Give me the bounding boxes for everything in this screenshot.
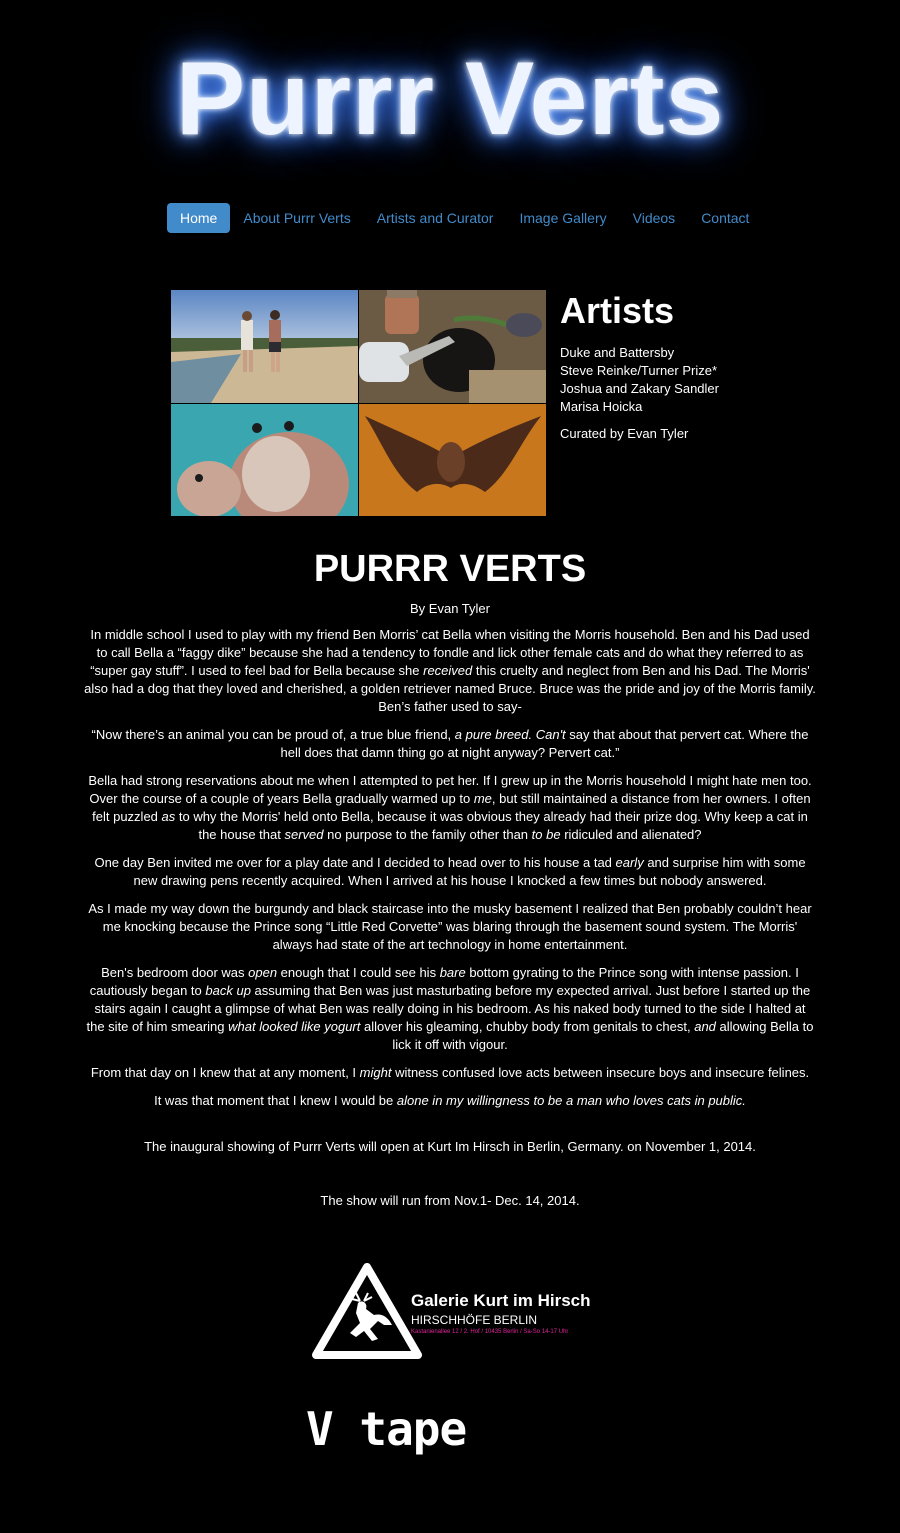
article-paragraph: It was that moment that I knew I would be alone in my willingness to be a man who loves cats in public. [154,1093,746,1108]
article-paragraph: As I made my way down the burgundy and black staircase into the musky basement I realized that Ben probably couldn’t hear me knocking because the Prince song “Little Red Corvette” was blaring through the basement sound system. The Morris' always had state of the art technology in home entertainment. [88,901,812,952]
main-nav [167,203,762,233]
article-paragraph: Bella had strong reservations about me when I attempted to pet her. If I grew up in the Morris household I might hate men too. Over the course of a couple of years Bella gradually warmed up to me, but still maintained a distance from her owners. I often felt puzzled as to why the Morris' held onto Bella, because it was obvious they already had their prize dog. Why keep a cat in the house that served no purpose to the family other than to be ridiculed and alienated? [88,773,812,842]
gallery-logo[interactable] [312,1263,602,1359]
deer-triangle-icon [312,1263,422,1359]
artists-heading: Artists [560,290,675,331]
vtape-logo[interactable]: V tape [306,1402,467,1456]
artist-name: Duke and Battersby [560,345,675,360]
article [84,548,816,1220]
article-paragraph: In middle school I used to play with my friend Ben Morris’ cat Bella when visiting the Morris household. Ben and his Dad used to call Bella a “faggy dike” because she had a tendency to fondle and lick other female cats and do what they referred to as “super gay stuff”. I used to feel bad for Bella because she received this cruelty and neglect from Ben and his Dad. The Morris' also had a dog that they loved and cherished, a golden retriever named Bruce. Bruce was the pride and joy of the Morris family. Ben’s father used to say- [84,627,816,714]
nav-image-gallery[interactable]: Image Gallery [519,210,607,226]
nav-artists-curator[interactable]: Artists and Curator [376,210,494,226]
article-title: PURRR VERTS [313,548,587,590]
nav-contact[interactable]: Contact [701,210,750,226]
nav-about[interactable]: About Purrr Verts [243,210,351,226]
beach-photo [171,290,358,403]
article-byline: By Evan Tyler [410,601,490,616]
article-paragraph: Ben's bedroom door was open enough that I could see his bare bottom gyrating to the Prince song with intense passion. I cautiously began to back up assuming that Ben was just masturbating before my expected arrival. Just before I started up the stairs again I caught a glimpse of what Ben was really doing in his bedroom. As his naked body turned to the side I halted at the site of him smearing what looked like yogurt allover his gleaming, chubby body from genitals to chest, and allowing Bella to lick it off with vigour. [86,965,814,1052]
site-title: Purrr Verts [175,41,725,157]
show-dates: The show will run from Nov.1- Dec. 14, 2014. [320,1193,580,1208]
nav-home[interactable]: Home [167,203,230,233]
fish-photo [171,404,358,516]
nav-videos[interactable]: Videos [632,210,676,226]
artists-image-mosaic [171,290,546,516]
article-paragraph: One day Ben invited me over for a play date and I decided to head over to his house a tad early and surprise him with some new drawing pens recently acquired. When I arrived at his house I knocked a few times but nobody answered. [94,855,806,888]
artists-block [560,290,860,441]
gallery-subtitle: HIRSCHHÖFE BERLIN [411,1313,538,1327]
curator-credit: Curated by Evan Tyler [560,426,689,441]
artist-name: Steve Reinke/Turner Prize* [560,363,718,378]
article-paragraph: “Now there’s an animal you can be proud of, a true blue friend, a pure breed. Can't say that about that pervert cat. Where the hell does that damn thing go at night anyway? Pervert cat.” [91,727,809,760]
bat-photo [359,404,546,516]
kitchen-photo [359,290,546,403]
artist-name: Marisa Hoicka [560,399,643,414]
article-paragraph: From that day on I knew that at any moment, I might witness confused love acts between insecure boys and insecure felines. [90,1065,810,1080]
opening-announcement: The inaugural showing of Purrr Verts will open at Kurt Im Hirsch in Berlin, Germany. on November 1, 2014. [144,1139,756,1154]
gallery-address: Kastanienallee 12 / 2. Hof / 10435 Berlin / Sa-So 14-17 Uhr [411,1329,569,1335]
artist-name: Joshua and Zakary Sandler [560,381,719,396]
gallery-name: Galerie Kurt im Hirsch [411,1291,591,1310]
